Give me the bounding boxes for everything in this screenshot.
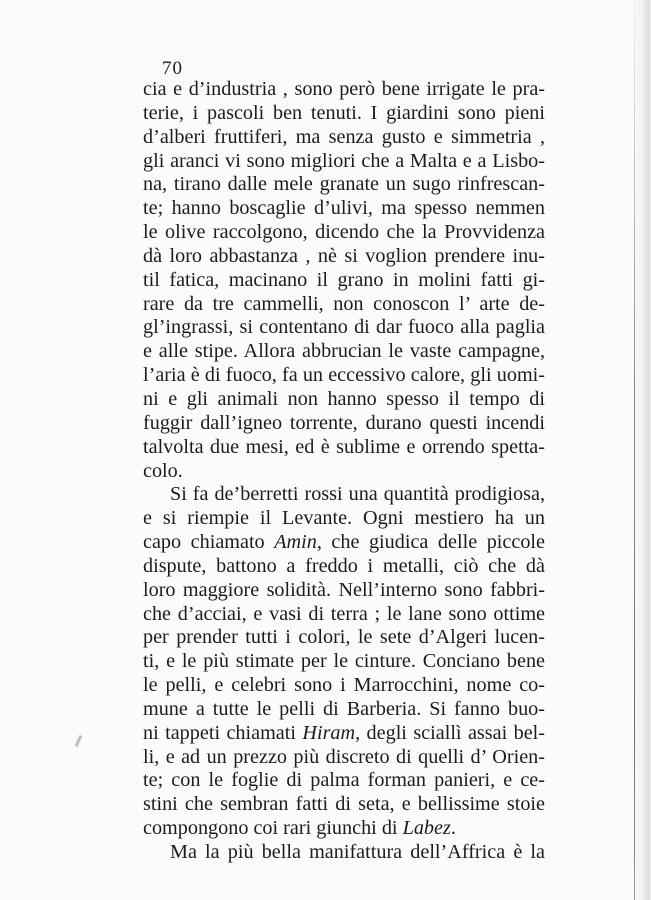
text-line: li, e ad un prezzo più discreto di quelli d’ Orien- xyxy=(143,745,545,768)
text-line: cia e d’industria , sono però bene irrigate le pra- xyxy=(143,78,545,100)
text-line: terie, i pascoli ben tenuti. I giardini sono pieni xyxy=(143,101,545,124)
text-line: til fatica, macinano il grano in molini fatti gi- xyxy=(143,268,545,291)
page-edge-line xyxy=(634,0,636,900)
text-line: le pelli, e celebri sono i Marrocchini, nome co- xyxy=(143,674,545,697)
text-line: e alle stipe. Allora abbrucian le vaste campagne, xyxy=(143,340,545,363)
text-segment: ni tappeti chiamati xyxy=(143,721,303,744)
text-line: stini che sembran fatti di seta, e bellissime stoie xyxy=(143,793,545,816)
text-line: loro maggiore solidità. Nell’interno sono fabbri- xyxy=(143,578,545,601)
text-line: per prender tutti i colori, le sete d’Algeri lucen- xyxy=(143,626,545,649)
italic-term: Labez xyxy=(402,817,451,840)
text-line: colo. xyxy=(143,459,183,482)
text-segment: , degli sciallì assai bel- xyxy=(355,721,545,744)
text-line: dispute, battono a freddo i metalli, ciò che dà xyxy=(143,554,545,577)
page-edge-shadow xyxy=(633,0,651,900)
text-line xyxy=(143,722,545,746)
text-segment: . xyxy=(450,817,456,840)
text-line: rare da tre cammelli, non conoscon l’ arte de- xyxy=(143,292,545,315)
text-line xyxy=(143,531,545,555)
text-line: Si fa de’berretti rossi una quantità prodigiosa, xyxy=(170,483,545,506)
paper-speck xyxy=(75,735,83,747)
text-line: fuggir dall’igneo torrente, durano questi incendi xyxy=(143,411,545,434)
text-segment: capo chiamato xyxy=(143,531,275,554)
text-segment: , che giudica delle piccole xyxy=(316,531,545,554)
text-segment: compongono coi rari giunchi di xyxy=(143,817,403,840)
text-line xyxy=(143,817,545,841)
text-line: te; hanno boscaglie d’ulivi, ma spesso nemmen xyxy=(143,197,545,220)
text-line: gl’ingrassi, si contentano di dar fuoco alla paglia xyxy=(143,316,545,339)
text-line: ni e gli animali non hanno spesso il tempo di xyxy=(143,387,545,410)
text-line: dà loro abbastanza , nè si voglion prendere inu- xyxy=(143,244,545,267)
text-line: che d’acciai, e vasi di terra ; le lane sono ottime xyxy=(143,602,545,625)
text-line: l’aria è di fuoco, fa un eccessivo calore, gli uomi- xyxy=(143,364,545,387)
text-line: mune a tutte le pelli di Barberia. Si fanno buo- xyxy=(143,697,545,720)
text-line: d’alberi fruttiferi, ma senza gusto e simmetria , xyxy=(143,125,545,148)
text-line: te; con le foglie di palma forman panieri, e ce- xyxy=(143,769,545,792)
italic-term: Hiram xyxy=(302,721,356,744)
text-line: ti, e le più stimate per le cinture. Conciano bene xyxy=(143,650,545,673)
text-line: e si riempie il Levante. Ogni mestiero ha un xyxy=(143,507,545,530)
text-line: gli aranci vi sono migliori che a Malta e a Lisbo- xyxy=(143,149,545,172)
page-number: 70 xyxy=(162,58,183,79)
italic-term: Amin xyxy=(274,531,317,554)
text-line: talvolta due mesi, ed è sublime e orrendo spetta- xyxy=(143,435,545,458)
body-text xyxy=(143,78,545,865)
text-line: Ma la più bella manifattura dell’Affrica è la xyxy=(170,841,545,863)
text-line: na, tirano dalle mele granate un sugo rinfrescan- xyxy=(143,173,545,196)
text-line: le olive raccolgono, dicendo che la Provvidenza xyxy=(143,221,545,244)
